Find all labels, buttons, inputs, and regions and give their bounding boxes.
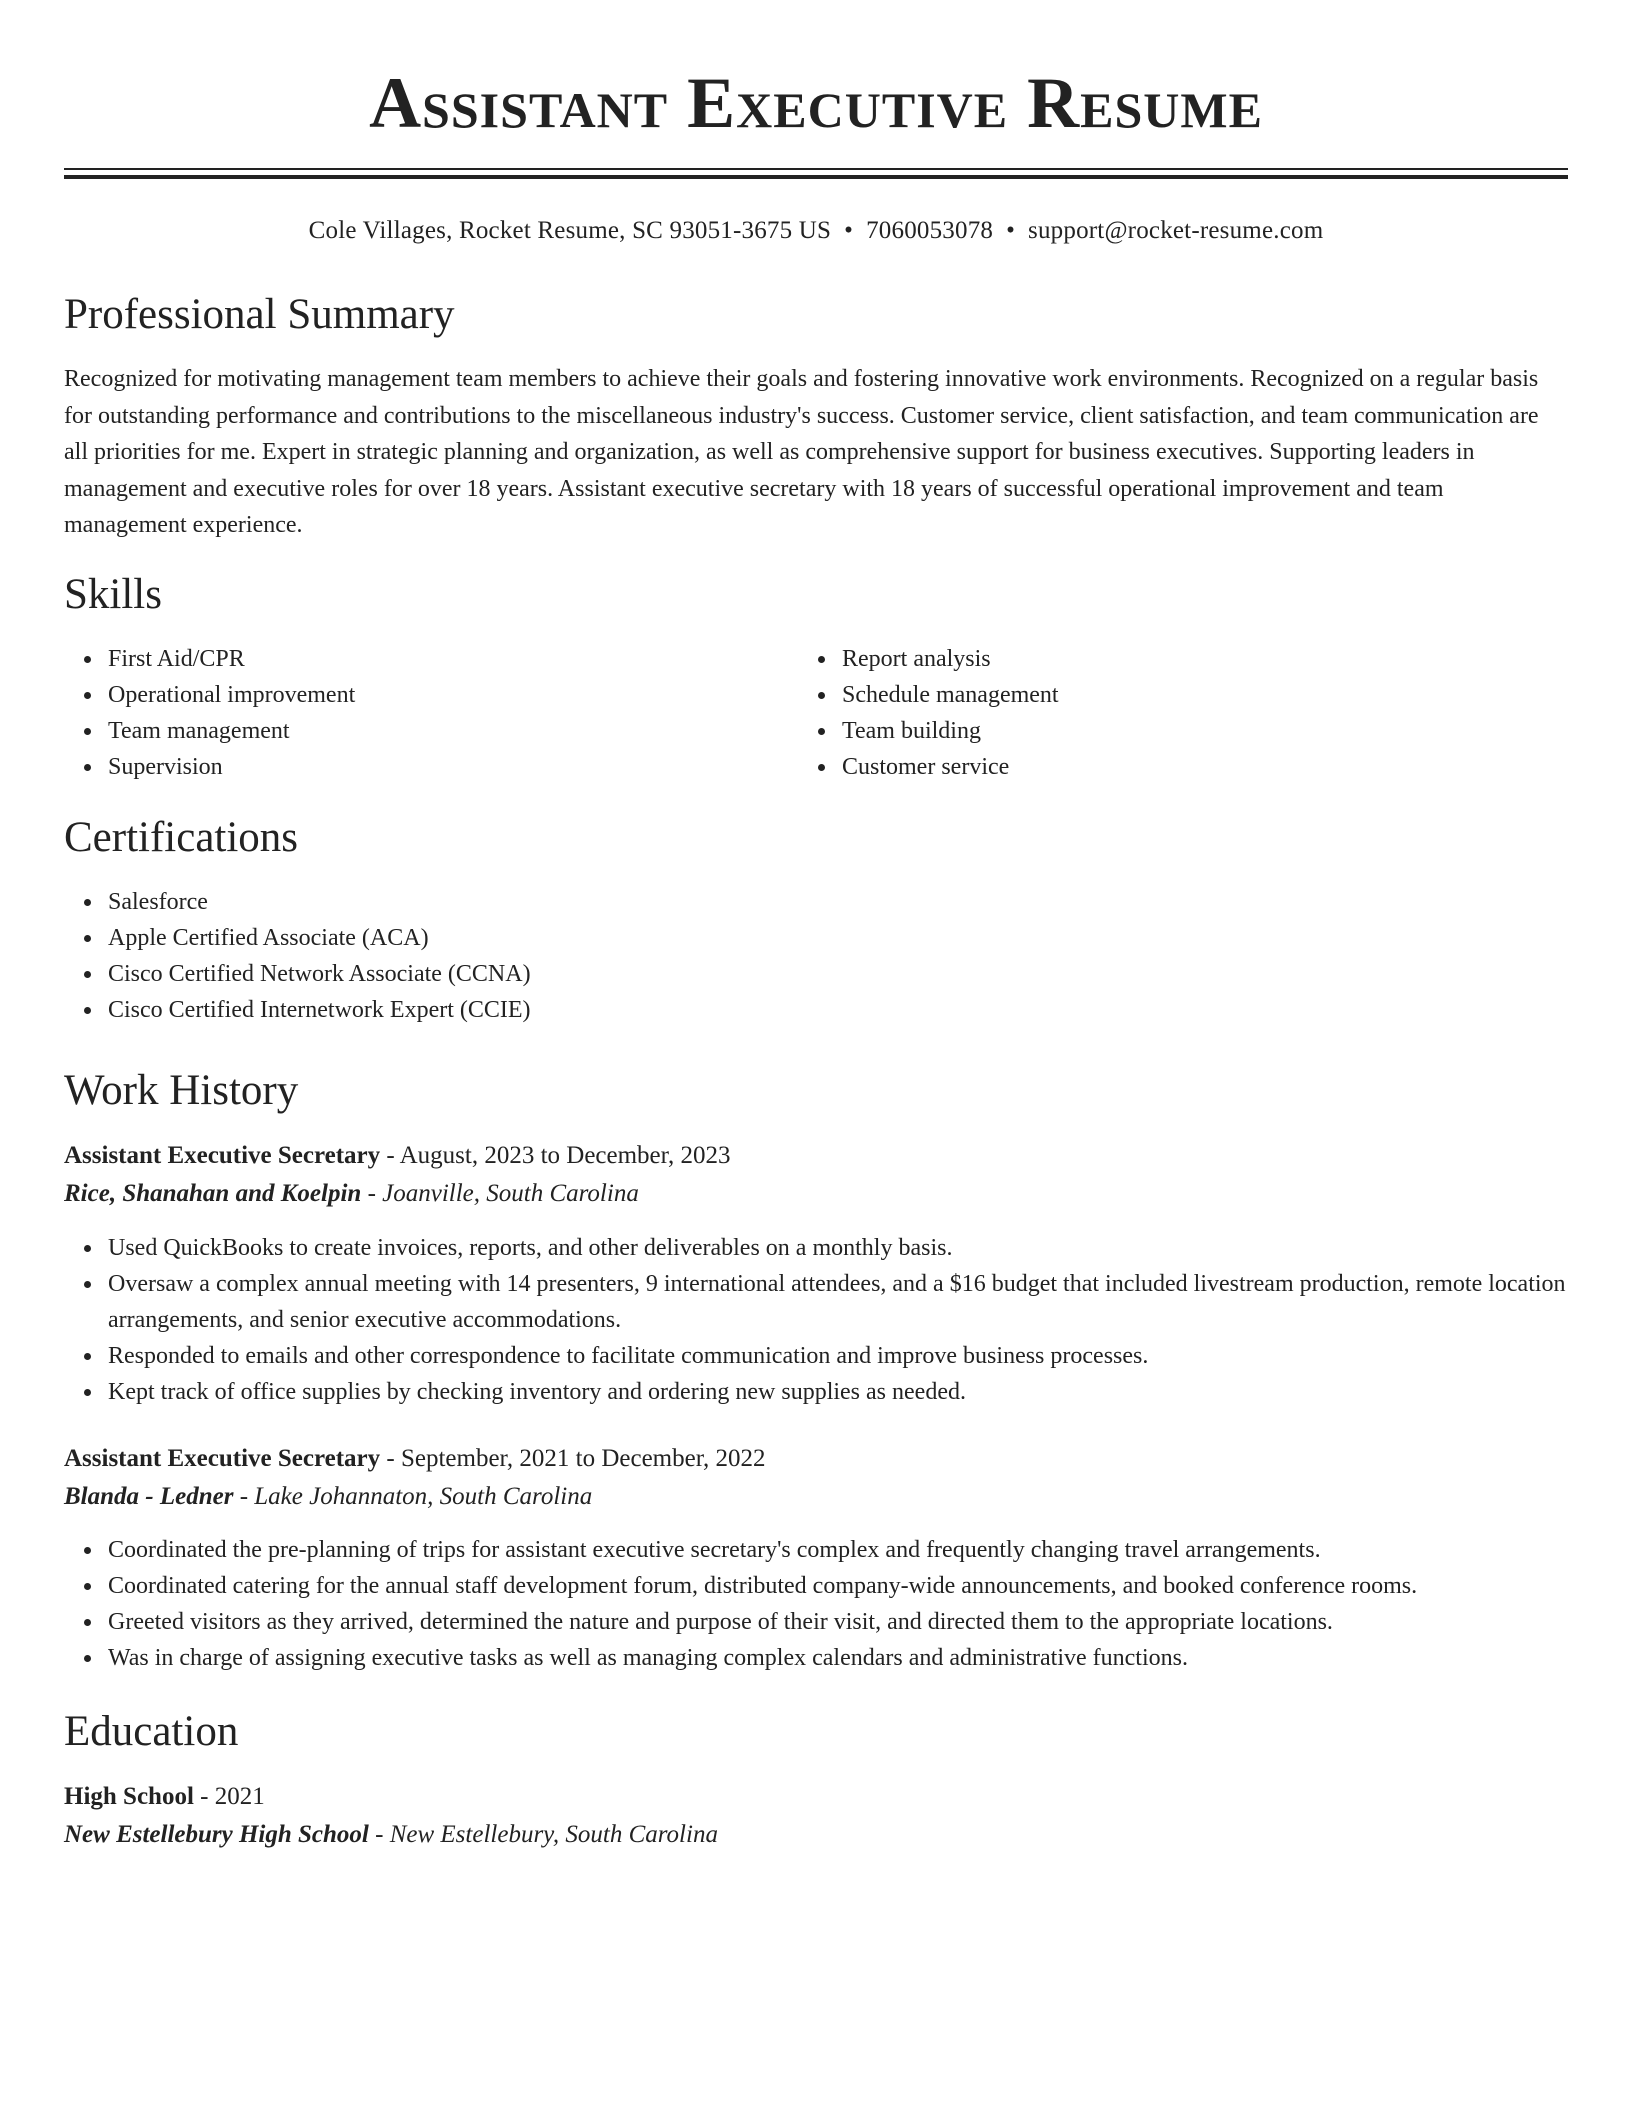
education-degree-line [64, 1779, 265, 1815]
certification-item: Cisco Certified Internetwork Expert (CCIE) [108, 992, 1568, 1028]
skill-item: Team building [842, 713, 1542, 749]
resume-page [64, 0, 1568, 1848]
summary-text: Recognized for motivating management team members to achieve their goals and fostering innovative work environments. Recognized on a regular basis for outstanding performance and contributions to the miscellaneous industry's success. Customer service, client satisfaction, and team communication are all priorities for me. Expert in strategic planning and organization, as well as comprehensive support for business executives. Supporting leaders in management and executive roles for over 18 years. Assistant executive secretary with 18 years of successful operational improvement and team management experience. [64, 366, 1539, 538]
certification-item: Apple Certified Associate (ACA) [108, 920, 1568, 956]
skills-list-left [64, 641, 798, 785]
certification-item: Cisco Certified Network Associate (CCNA) [108, 956, 1568, 992]
company-line [64, 1176, 639, 1212]
skill-item: Team management [108, 713, 798, 749]
work-history-heading: Work History [64, 1067, 299, 1114]
job-bullet: Greeted visitors as they arrived, determined the nature and purpose of their visit, and directed them to the appropriate locations. [108, 1604, 1568, 1640]
job-title-line [64, 1138, 730, 1174]
job-bullet: Oversaw a complex annual meeting with 14 presenters, 9 international attendees, and a $16 budget that included livestream production, remote location arrangements, and senior executive accommodations. [108, 1266, 1568, 1338]
job-bullet: Was in charge of assigning executive tasks as well as managing complex calendars and administrative functions. [108, 1640, 1568, 1676]
job-title: Assistant Executive Secretary [64, 1445, 381, 1472]
job-dates: - August, 2023 to December, 2023 [380, 1142, 731, 1169]
skill-item: Customer service [842, 749, 1542, 785]
skill-item: Supervision [108, 749, 798, 785]
education-school: New Estellebury High School [64, 1821, 369, 1848]
job-bullet: Coordinated the pre-planning of trips for assistant executive secretary's complex and frequently changing travel arrangements. [108, 1532, 1568, 1568]
summary-heading: Professional Summary [64, 291, 455, 338]
job-dates: - September, 2021 to December, 2022 [380, 1445, 766, 1472]
job-bullets [64, 1532, 1568, 1676]
title-rule-thick [64, 175, 1568, 179]
skill-item: Operational improvement [108, 677, 798, 713]
job-bullet: Coordinated catering for the annual staff development forum, distributed company-wide announcements, and booked conference rooms. [108, 1568, 1568, 1604]
education-degree: High School [64, 1783, 194, 1810]
contact-email: support@rocket-resume.com [1028, 217, 1324, 244]
company-name: Blanda - Ledner [64, 1483, 234, 1510]
skill-item: First Aid/CPR [108, 641, 798, 677]
company-location: - Lake Johannaton, South Carolina [233, 1483, 593, 1510]
education-school-line [64, 1817, 718, 1853]
company-line [64, 1479, 592, 1515]
job-bullet: Responded to emails and other correspondence to facilitate communication and improve business processes. [108, 1338, 1568, 1374]
job-title-line [64, 1441, 766, 1477]
company-location: - Joanville, South Carolina [361, 1180, 639, 1207]
skill-item: Schedule management [842, 677, 1542, 713]
education-location: - New Estellebury, South Carolina [368, 1821, 718, 1848]
job-bullet: Kept track of office supplies by checking inventory and ordering new supplies as needed. [108, 1374, 1568, 1410]
document-title: Assistant Executive Resume [369, 63, 1263, 143]
certifications-list [64, 884, 1568, 1028]
certification-item: Salesforce [108, 884, 1568, 920]
certifications-heading: Certifications [64, 814, 299, 861]
contact-separator: • [1006, 217, 1016, 244]
education-year: - 2021 [193, 1783, 265, 1810]
skills-heading: Skills [64, 571, 162, 618]
contact-line [64, 213, 1568, 249]
company-name: Rice, Shanahan and Koelpin [64, 1180, 362, 1207]
title-rule-thin [64, 168, 1568, 170]
skill-item: Report analysis [842, 641, 1542, 677]
job-bullet: Used QuickBooks to create invoices, reports, and other deliverables on a monthly basis. [108, 1230, 1568, 1266]
job-title: Assistant Executive Secretary [64, 1142, 381, 1169]
contact-phone: 7060053078 [866, 217, 994, 244]
contact-address: Cole Villages, Rocket Resume, SC 93051-3675 US [308, 217, 832, 244]
education-heading: Education [64, 1708, 239, 1755]
contact-separator: • [844, 217, 854, 244]
skills-list-right [798, 641, 1542, 785]
job-bullets [64, 1230, 1568, 1410]
